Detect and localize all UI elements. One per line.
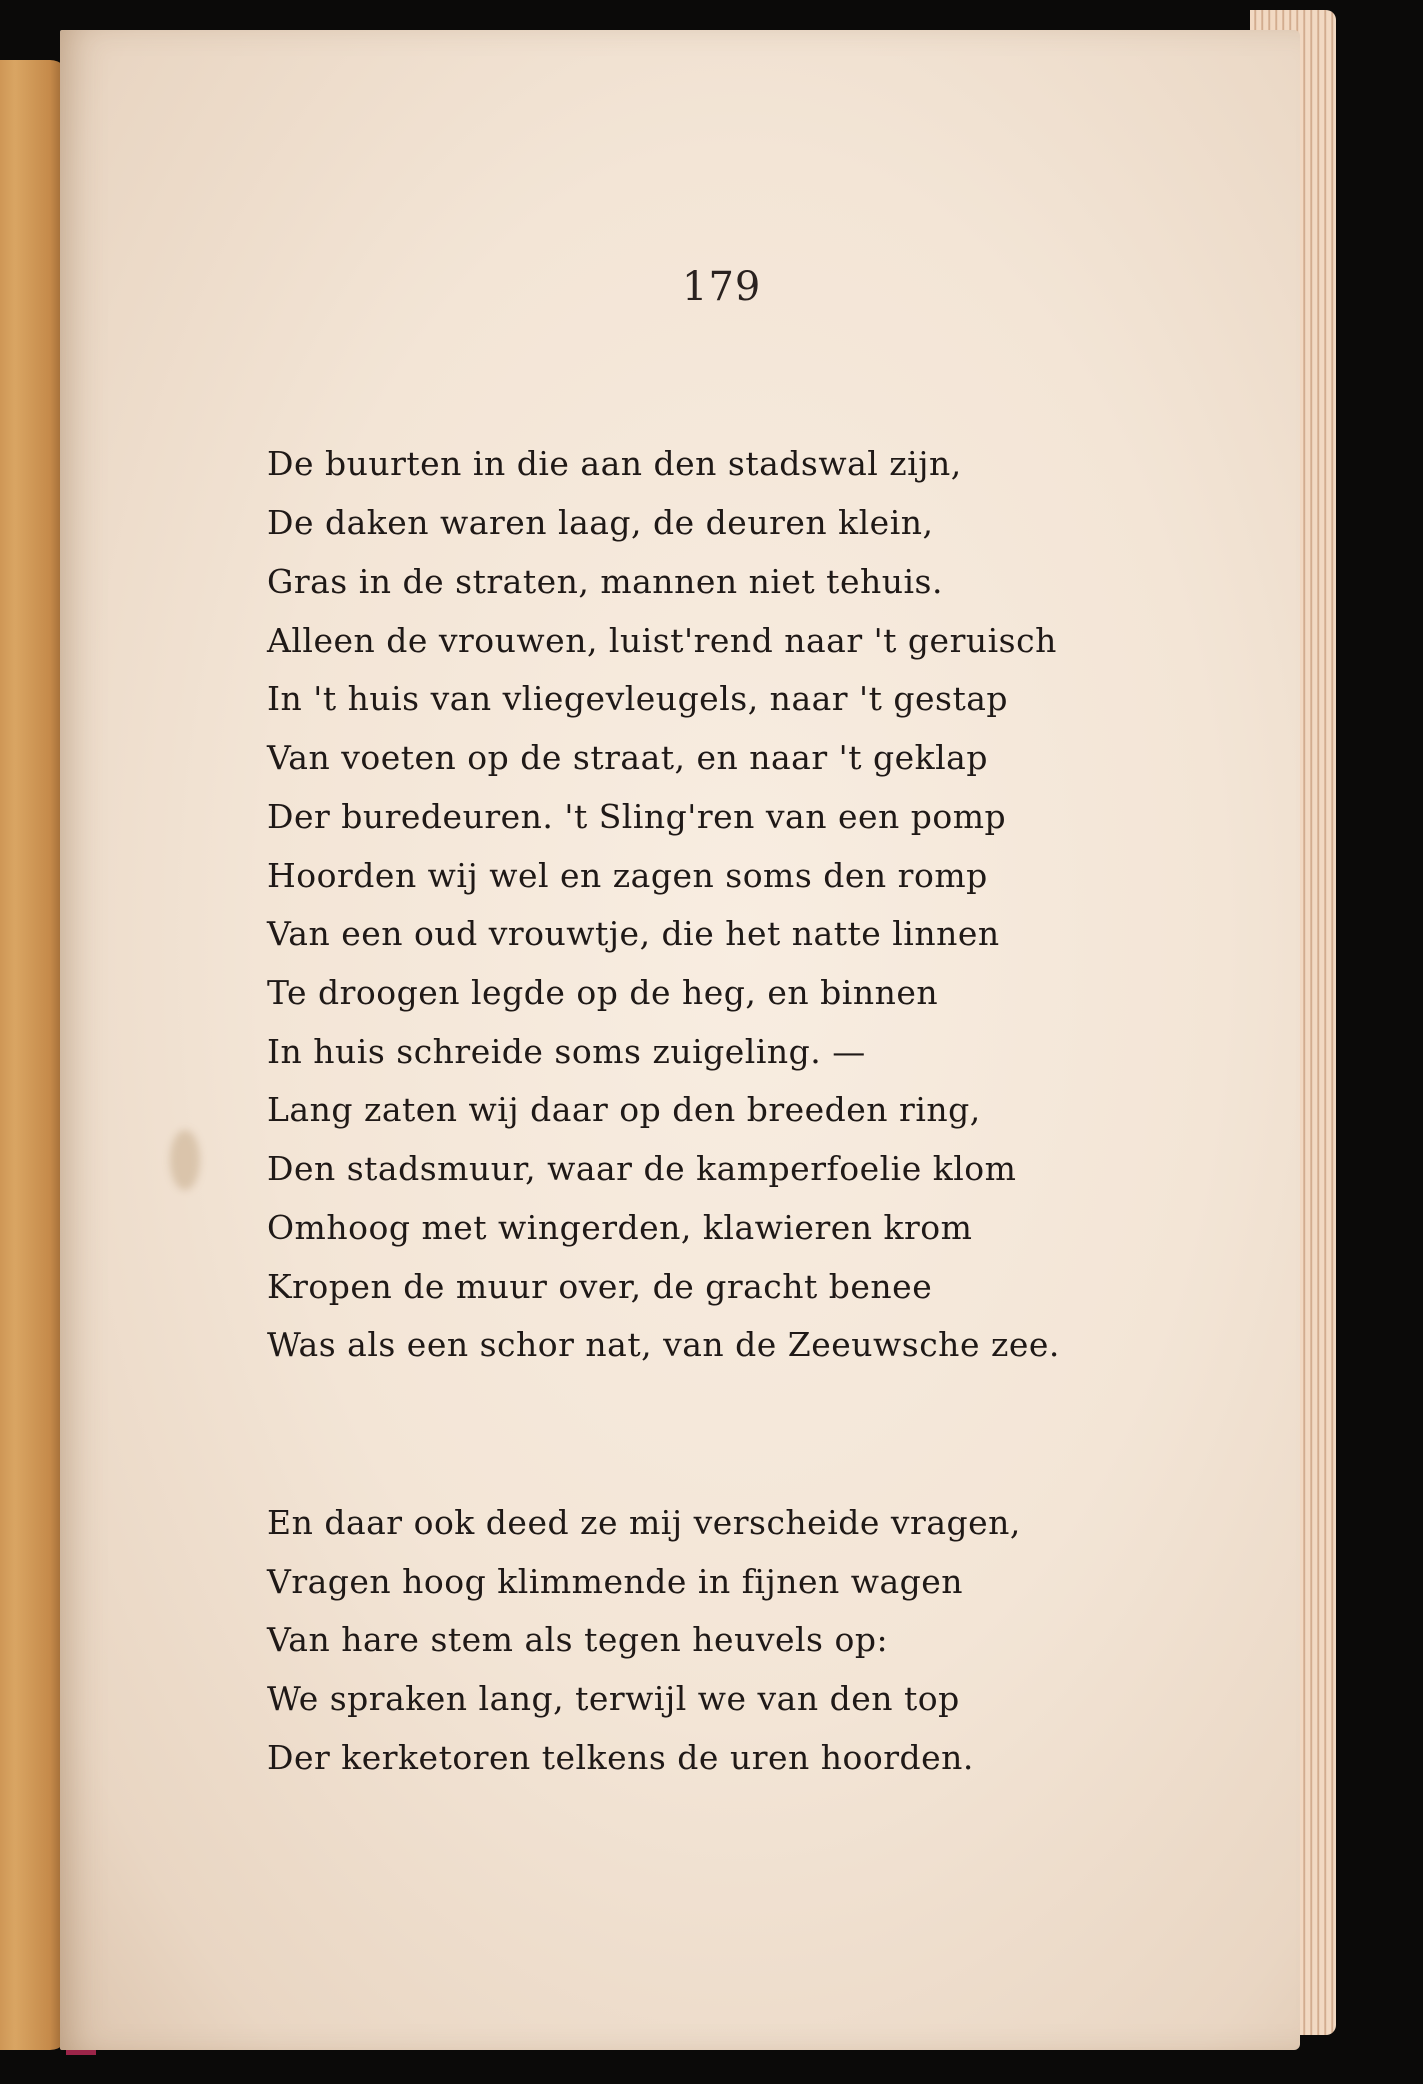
poem-line: Vragen hoog klimmende in fijnen wagen xyxy=(267,1562,964,1601)
poem-line: Der kerketoren telkens de uren hoorden. xyxy=(267,1738,974,1777)
poem-line: Omhoog met wingerden, klawieren krom xyxy=(267,1208,973,1247)
poem-line: Alleen de vrouwen, luist'rend naar 't geruisch xyxy=(267,621,1057,660)
book-page xyxy=(60,30,1300,2050)
poem-line: Kropen de muur over, de gracht benee xyxy=(267,1267,933,1306)
poem-line: In huis schreide soms zuigeling. — xyxy=(267,1032,866,1071)
poem-line: Te droogen legde op de heg, en binnen xyxy=(267,973,939,1012)
poem-line: De daken waren laag, de deuren klein, xyxy=(267,503,934,542)
poem-line: Van hare stem als tegen heuvels op: xyxy=(267,1620,889,1659)
page-stain xyxy=(170,1130,200,1190)
poem-line: Lang zaten wij daar op den breeden ring, xyxy=(267,1090,981,1129)
poem-line: Was als een schor nat, van de Zeeuwsche zee. xyxy=(267,1325,1060,1364)
poem-line: Gras in de straten, mannen niet tehuis. xyxy=(267,562,943,601)
poem-line: Der buredeuren. 't Sling'ren van een pomp xyxy=(267,797,1007,836)
poem-line: En daar ook deed ze mij verscheide vragen, xyxy=(267,1503,1021,1542)
poem-line: Den stadsmuur, waar de kamperfoelie klom xyxy=(267,1149,1017,1188)
poem-line: In 't huis van vliegevleugels, naar 't gestap xyxy=(267,679,1009,718)
poem-line: We spraken lang, terwijl we van den top xyxy=(267,1679,960,1718)
poem-line: Van een oud vrouwtje, die het natte linnen xyxy=(267,914,1000,953)
poem-line: Van voeten op de straat, en naar 't geklap xyxy=(267,738,988,777)
poem-line: De buurten in die aan den stadswal zijn, xyxy=(267,444,962,483)
poem-line: Hoorden wij wel en zagen soms den romp xyxy=(267,856,988,895)
page-number: 179 xyxy=(682,264,762,310)
